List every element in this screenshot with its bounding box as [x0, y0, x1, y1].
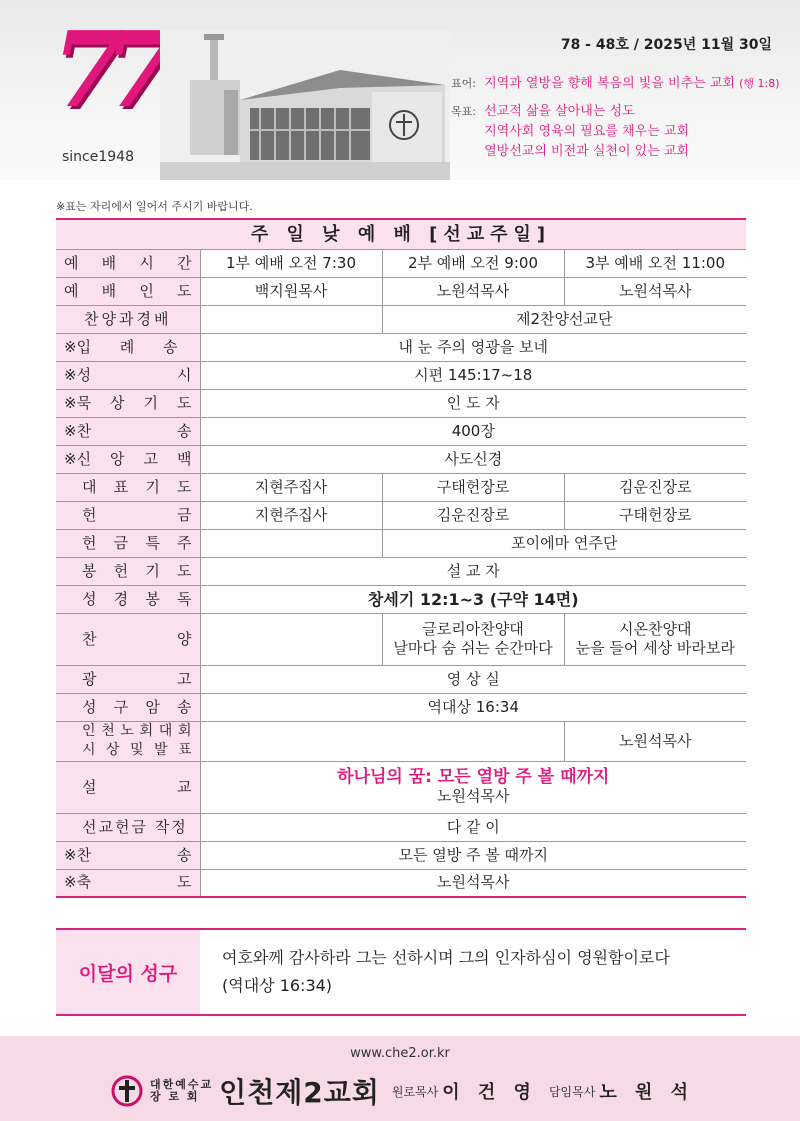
service-leader-2: 노원석목사	[382, 277, 564, 305]
goal-tag: 목표:	[451, 105, 476, 118]
silent-prayer-leader: 인 도 자	[200, 389, 746, 417]
issue-number-date: 78 - 48호 / 2025년 11월 30일	[560, 37, 772, 53]
row-label: ※입 례 송	[56, 333, 200, 361]
verse-reference: (역대상 16:34)	[222, 976, 333, 995]
service-leader-1: 백지원목사	[200, 277, 382, 305]
motto-verse: (행 1:8)	[739, 77, 780, 90]
row-label: ※축 도	[56, 869, 200, 897]
goal-item: 선교적 삶을 살아내는 성도	[484, 104, 635, 119]
award-presenter: 노원석목사	[564, 721, 746, 761]
table-row	[56, 693, 746, 721]
prayer-3: 김운진장로	[564, 473, 746, 501]
row-label: ※묵 상 기 도	[56, 389, 200, 417]
offering-2: 김운진장로	[382, 501, 564, 529]
row-label: 성 경 봉 독	[56, 585, 200, 613]
motto-row	[451, 74, 780, 94]
anthem-title: 날마다 숨 쉬는 순간마다	[393, 639, 553, 657]
row-label: ※찬 송	[56, 417, 200, 445]
table-row	[56, 305, 746, 333]
row-label: 광 고	[56, 665, 200, 693]
bulletin-header	[0, 0, 800, 180]
mission-offering: 다 같 이	[200, 813, 746, 841]
anthem-title: 눈을 들어 세상 바라보라	[575, 639, 735, 657]
verse-of-month-text	[200, 930, 746, 1014]
denomination	[150, 1079, 213, 1103]
logo-77: 77	[52, 8, 157, 131]
choir-name: 글로리아찬양대	[422, 620, 524, 638]
table-row	[56, 333, 746, 361]
denomination-top: 대한예수교	[150, 1078, 214, 1091]
sermon	[200, 761, 746, 813]
table-row	[56, 445, 746, 473]
worship-order-table	[56, 218, 746, 898]
row-label: 예 배 인 도	[56, 277, 200, 305]
emeritus-role: 원로목사	[391, 1084, 439, 1099]
row-label: 예 배 시 간	[56, 249, 200, 277]
row-label: 성 구 암 송	[56, 693, 200, 721]
praise-team: 제2찬양선교단	[382, 305, 746, 333]
verse-of-month	[56, 928, 746, 1016]
row-label: ※성 시	[56, 361, 200, 389]
goal-item: 지역사회 영육의 필요를 채우는 교회	[484, 124, 690, 139]
scripture-reading: 창세기 12:1~3 (구약 14면)	[200, 585, 746, 613]
motto-text: 지역과 열방을 향해 복음의 빛을 비추는 교회	[484, 76, 735, 91]
offering-3: 구태헌장로	[564, 501, 746, 529]
table-row	[56, 585, 746, 613]
goal-item: 열방선교의 비전과 실천이 있는 교회	[484, 144, 690, 159]
senior-role: 담임목사	[548, 1084, 596, 1099]
empty-cell	[200, 529, 382, 557]
offering-prayer: 설 교 자	[200, 557, 746, 585]
church-signature	[110, 1072, 706, 1110]
row-label: 헌 금 특 주	[56, 529, 200, 557]
table-row	[56, 841, 746, 869]
memory-verse: 역대상 16:34	[200, 693, 746, 721]
since-label: since1948	[62, 149, 134, 165]
row-label: 선교헌금 작정	[56, 813, 200, 841]
table-row	[56, 389, 746, 417]
row-label: 설 교	[56, 761, 200, 813]
footer	[0, 1036, 800, 1121]
row-label: 봉 헌 기 도	[56, 557, 200, 585]
table-row	[56, 557, 746, 585]
empty-cell	[200, 613, 382, 665]
table-row	[56, 813, 746, 841]
announcements: 영 상 실	[200, 665, 746, 693]
church-name: 인천제2교회	[219, 1076, 380, 1109]
service-title: 주 일 낮 예 배 [선교주일]	[56, 219, 746, 249]
table-row	[56, 761, 746, 813]
table-row	[56, 665, 746, 693]
offering-special: 포이에마 연주단	[382, 529, 746, 557]
table-row	[56, 361, 746, 389]
psalm-reading: 시편 145:17~18	[200, 361, 746, 389]
row-label: ※신 앙 고 백	[56, 445, 200, 473]
row-label: 대 표 기 도	[56, 473, 200, 501]
empty-cell	[200, 305, 382, 333]
service-time-2: 2부 예배 오전 9:00	[382, 249, 564, 277]
goals-row	[451, 102, 689, 162]
table-row	[56, 721, 746, 761]
table-row	[56, 473, 746, 501]
sermon-preacher: 노원석목사	[437, 787, 510, 805]
table-row	[56, 249, 746, 277]
church-building-image	[160, 30, 450, 180]
creed: 사도신경	[200, 445, 746, 473]
row-label: 헌 금	[56, 501, 200, 529]
call-to-worship: 내 눈 주의 영광을 보네	[200, 333, 746, 361]
church-logo-icon	[110, 1074, 144, 1108]
hymn-number: 400장	[200, 417, 746, 445]
empty-cell	[200, 721, 564, 761]
emeritus-pastor: 이 건 영	[442, 1082, 537, 1103]
standing-note: ※표는 자리에서 일어서 주시기 바랍니다.	[56, 200, 253, 213]
anthem-3	[564, 613, 746, 665]
offering-1: 지현주집사	[200, 501, 382, 529]
senior-pastor: 노 원 석	[599, 1082, 695, 1103]
table-row	[56, 277, 746, 305]
verse-of-month-label: 이달의 성구	[56, 930, 200, 1014]
website-link[interactable]: www.che2.or.kr	[350, 1046, 450, 1061]
table-title-row	[56, 219, 746, 249]
sermon-title: 하나님의 꿈: 모든 열방 주 볼 때까지	[337, 767, 610, 787]
service-time-1: 1부 예배 오전 7:30	[200, 249, 382, 277]
benediction: 노원석목사	[200, 869, 746, 897]
denomination-bottom: 장 로 회	[150, 1090, 200, 1103]
closing-hymn: 모든 열방 주 볼 때까지	[200, 841, 746, 869]
verse-body: 여호와께 감사하라 그는 선하시며 그의 인자하심이 영원함이로다	[222, 948, 670, 967]
row-label: 찬양과경배	[56, 305, 200, 333]
row-label: 찬 양	[56, 613, 200, 665]
choir-name: 시온찬양대	[619, 620, 692, 638]
anthem-2	[382, 613, 564, 665]
service-time-3: 3부 예배 오전 11:00	[564, 249, 746, 277]
table-row	[56, 501, 746, 529]
table-row	[56, 869, 746, 897]
motto-tag: 표어:	[451, 77, 476, 90]
prayer-1: 지현주집사	[200, 473, 382, 501]
row-label: ※찬 송	[56, 841, 200, 869]
table-row	[56, 529, 746, 557]
row-label: 인 천 노 회 대 회 시 상 및 발 표	[56, 721, 200, 761]
prayer-2: 구태헌장로	[382, 473, 564, 501]
table-row	[56, 417, 746, 445]
service-leader-3: 노원석목사	[564, 277, 746, 305]
table-row	[56, 613, 746, 665]
